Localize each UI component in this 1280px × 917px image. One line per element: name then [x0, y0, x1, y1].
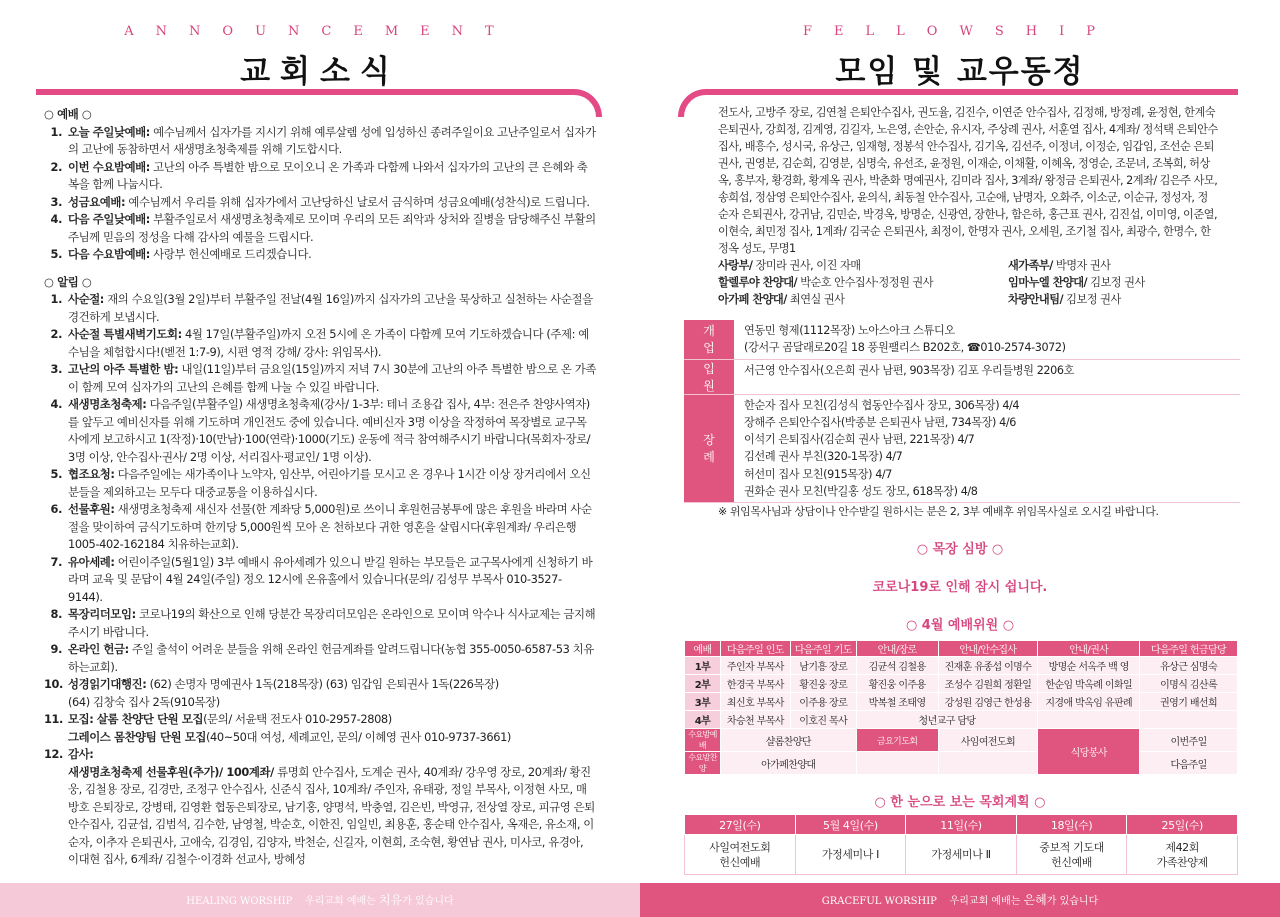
department-thanks [718, 257, 1218, 308]
department-people: 박명자 권사 [1052, 259, 1111, 272]
news-line: 권화순 권사 모친(박길홍 성도 장모, 618목장) 4/8 [744, 485, 978, 499]
schedule-header: 25일(수) [1127, 815, 1238, 835]
news-row [684, 320, 1240, 360]
footer-korean: 우리교회 예배는 [305, 896, 380, 907]
item-body: 부활주일로서 새생명초청축제로 모이며 우리의 모든 죄악과 상처와 질병을 담당해주신 부활의 주님께 믿음의 정성을 다해 감사의 예물을 드립시다. [68, 212, 596, 244]
item-number: 7. [50, 554, 62, 569]
duty-label: 수요밤예배 [685, 729, 721, 752]
duty-row [685, 693, 1238, 711]
news-label: 입원 [684, 360, 734, 394]
department-people: 김보정 권사 [1087, 276, 1145, 289]
schedule-line: 가족찬양제 [1156, 855, 1208, 869]
news-row [684, 395, 1240, 504]
schedule-line: 가정세미나 Ⅱ [931, 848, 991, 861]
footer-english: GRACEFUL WORSHIP [821, 896, 937, 907]
announcement-content [44, 104, 596, 869]
list-item [44, 746, 596, 764]
item-body: 4월 17일(부활주일)까지 오전 5시에 온 가족이 다함께 모여 기도하겠습니다 (주제: 예수님을 체험합시다!(벧전 1:7-9), 시편 영적 강해/ 강사: 위임목사). [68, 327, 589, 359]
news-line: 서근영 안수집사(오은희 권사 남편, 903목장) 김포 우리들병원 2206호 [744, 363, 1074, 377]
schedule-line: 헌신예배 [719, 855, 761, 869]
news-body [734, 395, 1240, 503]
page-footer [0, 883, 640, 917]
duty-header-row [685, 641, 1238, 657]
list-item [44, 711, 596, 729]
news-line: 연동민 형제(1112목장) 노아스아크 스튜디오 [744, 324, 955, 337]
duty-cell [1140, 711, 1238, 729]
list-item [44, 641, 596, 676]
department-name: 임마누엘 찬양대/ [1008, 276, 1088, 289]
item-text [68, 361, 596, 396]
duty-label: 금요기도회 [856, 729, 938, 752]
list-item [44, 764, 596, 869]
item-number: 1. [50, 292, 62, 306]
thanks-text: 전도사, 고방주 장로, 김연철 은퇴안수집사, 권도율, 김진수, 이연준 안수집사, 김정해, 방정례, 윤정현, 한계숙 은퇴권사, 강희정, 김계영, 김길자, 노은영, 손안순, 유시자, 주상례 권사, 서훈열 집사, 4계좌/ 정석택 은퇴안수집사, 배흥수, 성시국, 유상근, 임재형, 정봉석 안수집사, 김기옥, 김선주, 이정녀, 이정순, 임갑임, 조선순 은퇴권사, 권영분, 김순희, 김영분, 심명숙, 유선조, 윤정원, 이재순, 이채활, 이혜옥, 정영순, 조문녀, 조복희, 허상옥, 홍부자, 황경화, 황계옥 권사, 박춘화 명예권사, 김미라 집사, 3계좌/ 왕정금 은퇴권사, 2계좌/ 김은주 사모, 송희섭, 정삼영 은퇴안수집사, 윤의식, 최동철 안수집사, 고순애, 남명자, 오화주, 이소군, 이순규, 정성자, 정순자 은퇴권사, 강귀남, 김민순, 박경옥, 방명순, 신광연, 장한나, 함은하, 홍근표 권사, 김진섭, 이미영, 이준열, 이현숙, 최민정 집사, 1계좌/ 김국순 은퇴권사, 최정이, 한명자 권사, 오세원, 조기철 집사, 최광수, 한명수, 한정옥 성도, 무명1 [718, 106, 1218, 255]
item-body: 사랑부 헌신예배로 드리겠습니다. [149, 247, 312, 261]
item-lead: 새생명초청축제 선물후원(추가)/ 100계좌/ [68, 764, 274, 779]
department-people: 박순호 안수집사·정정원 권사 [797, 276, 934, 289]
duty-row [685, 729, 1238, 752]
duty-cell: 지경애 박옥임 유판례 [1038, 693, 1140, 711]
duty-cell: 한경국 부목사 [720, 675, 790, 693]
duty-row [685, 675, 1238, 693]
list-item [44, 466, 596, 501]
page-title: 모임 및 교우동정 [835, 54, 1085, 90]
news-body [734, 360, 1240, 394]
duty-cell: 남기흥 장로 [790, 657, 856, 675]
duty-cell: 주인자 부목사 [720, 657, 790, 675]
department-item [718, 274, 1008, 291]
page-kicker: ANNOUNCEMENT [124, 24, 516, 39]
list-item [44, 211, 596, 246]
list-item [44, 676, 596, 694]
duty-cell: 사임여전도회 [938, 729, 1038, 752]
schedule-row [685, 835, 1238, 875]
visit-text: 코로나19로 인해 잠시 쉽니다. [872, 580, 1048, 595]
visit-title: ○ 목장 심방 ○ [916, 542, 1004, 557]
worship-heading: ○ 예배 ○ [44, 107, 92, 121]
duty-label: 수요밤찬양 [685, 752, 721, 775]
duty-cell: 최신호 부목사 [720, 693, 790, 711]
schedule-header: 18일(수) [1016, 815, 1127, 835]
item-lead: 감사: [68, 747, 94, 761]
schedule-table [684, 814, 1238, 875]
item-number: 3. [50, 362, 62, 376]
department-name: 할렐루야 찬양대/ [718, 276, 798, 289]
list-item [44, 694, 596, 712]
news-label: 개업 [684, 320, 734, 359]
item-text [68, 159, 596, 194]
fellowship-page [640, 0, 1280, 917]
item-text [68, 764, 596, 869]
item-lead: 성금요예배: [68, 194, 126, 209]
news-line: (강서구 곰달래로20길 18 풍원팰리스 B202호, ☎010-2574-3072) [744, 341, 1066, 355]
duty-cell: 이번주일 [1140, 729, 1238, 752]
duty-cell: 1부 [685, 657, 721, 675]
schedule-cell [795, 835, 906, 875]
pastor-note: ※ 위임목사님과 상담이나 안수받길 원하시는 분은 2, 3부 예배후 위임목사실로 오시길 바랍니다. [718, 505, 1159, 518]
item-lead: 다음 수요밤예배: [68, 247, 150, 261]
department-item [718, 257, 1008, 274]
item-lead: 사순절: [68, 292, 104, 306]
item-lead: 유아세례: [68, 554, 115, 569]
duty-cell: 유상근 심명숙 [1140, 657, 1238, 675]
item-text [68, 554, 596, 607]
duty-cell: 방명순 서옥주 백 영 [1038, 657, 1140, 675]
duty-header: 다음주일 기도 [790, 641, 856, 657]
duty-cell: 박복철 조태영 [856, 693, 938, 711]
news-label: 장례 [684, 395, 734, 503]
duty-cell: 다음주일 [1140, 752, 1238, 775]
news-row [684, 360, 1240, 395]
duty-header: 다음주일 인도 [720, 641, 790, 657]
duty-cell: 이명식 김산록 [1140, 675, 1238, 693]
duty-table [684, 640, 1238, 775]
list-item [44, 554, 596, 607]
duty-cell: 황진웅 이주용 [856, 675, 938, 693]
item-body: 예수님께서 십자가를 지시기 위해 예루살렘 성에 입성하신 종려주일이요 고난주일로서 십자가의 고난에 동참하면서 새생명초청축제를 위해 기도합시다. [68, 124, 596, 156]
duty-row [685, 657, 1238, 675]
item-text [68, 729, 596, 747]
news-line: 한순자 집사 모친(김성식 협동안수집사 장모, 306목장) 4/4 [744, 398, 1020, 412]
thanks-continued [718, 104, 1218, 308]
notice-heading: ○ 알림 ○ [44, 274, 92, 289]
item-number: 4. [50, 397, 62, 411]
notice-list [44, 291, 596, 869]
item-text [68, 211, 596, 246]
item-lead: 다음 주일낮예배: [68, 212, 150, 226]
item-lead: 목장리더모임: [68, 607, 136, 621]
duty-cell: 김균석 김철용 [856, 657, 938, 675]
item-lead: 고난의 아주 특별한 밤: [68, 362, 179, 376]
news-line: 허선미 집사 모친(915목장) 4/7 [744, 467, 893, 481]
department-people: 장미라 권사, 이진 자매 [752, 259, 861, 272]
item-body: 류명희 안수집사, 도계순 권사, 40계좌/ 강우영 장로, 20계좌/ 황진웅, 김철용 장로, 김경만, 조정구 안수집사, 신준식 집사, 10계좌/ 주인자, 유태광, 정일 부목사, 이정현 사모, 매방호 은퇴장로, 강병태, 김영환 협동은퇴장로, 남기홍, 양명석, 박충열, 김은빈, 박영규, 전상열 장로, 피규영 은퇴안수집사, 김균섭, 김범석, 김수한, 남영철, 박순호, 이한진, 임일빈, 최용훈, 홍순태 안수집사, 옥재은, 유소재, 이순자, 이추자 은퇴권사, 고애숙, 김경임, 김양자, 박천순, 신길자, 이현희, 조숙현, 황연남 권사, 미사코, 유경아, 이대현 집사, 6계좌/ 김철수·이경화 선교사, 방혜성 [68, 764, 595, 866]
item-text [68, 124, 596, 159]
duty-label: 식당봉사 [1038, 729, 1140, 775]
item-number: 5. [50, 467, 62, 481]
duty-cell: 청년교구 담당 [856, 711, 1038, 729]
duty-cell: 강성원 김영근 한성용 [938, 693, 1038, 711]
department-item [1008, 257, 1218, 274]
schedule-header: 5월 4일(수) [795, 815, 906, 835]
item-text [68, 694, 596, 712]
list-item [44, 501, 596, 554]
footer-korean-end: 가 있습니다 [1046, 896, 1099, 907]
item-number: 3. [50, 194, 62, 209]
duty-row [685, 711, 1238, 729]
item-text [68, 291, 596, 326]
schedule-line: 중보적 기도대 [1039, 840, 1104, 854]
duty-cell: 이주용 장로 [790, 693, 856, 711]
duty-cell: 2부 [685, 675, 721, 693]
page-title: 교회소식 [240, 54, 400, 90]
item-text [68, 501, 596, 554]
footer-korean: 우리교회 예배는 [949, 896, 1024, 907]
item-lead: 그레이스 몸찬양팀 단원 모집 [68, 729, 206, 744]
list-item [44, 606, 596, 641]
item-body: 다음주일에는 새가족이나 노약자, 임산부, 어린아기를 모시고 온 경우나 1시간 이상 장거리에서 오신 분들을 제외하고는 모두다 대중교통을 이용하십시다. [68, 467, 591, 499]
item-lead: 사순절 특별새벽기도회: [68, 327, 182, 341]
schedule-header: 11일(수) [906, 815, 1017, 835]
item-text [68, 676, 596, 694]
item-number: 4. [50, 212, 62, 226]
schedule-header: 27일(수) [685, 815, 796, 835]
item-number: 5. [50, 247, 62, 261]
item-number: 12. [44, 747, 63, 761]
page-footer [640, 883, 1280, 917]
item-number: 2. [50, 327, 62, 341]
list-item [44, 729, 596, 747]
duty-header: 안내/안수집사 [938, 641, 1038, 657]
worship-list [44, 124, 596, 264]
member-news [684, 320, 1240, 503]
item-lead: 이번 수요밤예배: [68, 159, 150, 174]
item-text [68, 641, 596, 676]
news-body [734, 320, 1240, 359]
list-item [44, 246, 596, 264]
item-lead: 오늘 주일낮예배: [68, 124, 150, 139]
department-item [718, 291, 1008, 308]
duty-cell: 한순임 박옥례 이화일 [1038, 675, 1140, 693]
duty-header: 안내/권사 [1038, 641, 1140, 657]
item-number: 9. [50, 642, 62, 656]
duty-cell: 이호진 목사 [790, 711, 856, 729]
department-item [1008, 274, 1218, 291]
item-body: 새생명초청축제 새신자 선물(한 계좌당 5,000원)로 쓰이니 후원헌금봉투에 많은 후원을 바라며 사순절을 맞이하여 금식기도하며 한끼당 5,000원씩 모아 온 천하보다 귀한 영혼을 살립시다(후원계좌/ 우리은행 1005-402-162184 치유하는교회). [68, 502, 592, 551]
duty-row [685, 752, 1238, 775]
item-body: 다음주일(부활주일) 새생명초청축제(강사/ 1-3부: 테너 조용갑 집사, 4부: 전은주 찬양사역자)를 앞두고 예비신자를 위해 기도하며 개인전도 중에 있습니다. 예비신자 3명 이상을 작정하여 목장별로 교구목사에게 보고하시고 1(작정)·10(만남)·100(연락)·1000(기도) 운동에 적극 참여해주시기 바랍니다(목회자·장로/ 3명 이상, 안수집사·권사/ 2명 이상, 서리집사·평교인/ 1명 이상). [68, 397, 591, 464]
footer-keyword: 은혜 [1023, 893, 1047, 907]
item-number: 1. [50, 124, 62, 139]
duty-cell [856, 752, 938, 775]
department-name: 차량안내팀/ [1008, 293, 1064, 306]
department-people: 최연실 권사 [786, 293, 845, 306]
duty-cell: 황진웅 장로 [790, 675, 856, 693]
item-text [68, 326, 596, 361]
department-name: 새가족부/ [1008, 259, 1053, 272]
item-body: 내일(11일)부터 금요일(15일)까지 저녁 7시 30분에 고난의 아주 특별한 밤으로 온 가족이 함께 모여 십자가의 고난의 은혜를 함께 나눌 수 있길 바랍니다. [68, 362, 596, 394]
department-name: 사랑부/ [718, 259, 753, 272]
footer-korean-end: 가 있습니다 [402, 896, 454, 907]
item-body: 재의 수요일(3월 2일)부터 부활주일 전날(4월 16일)까지 십자가의 고난을 묵상하고 실천하는 사순절을 경건하게 보냅시다. [68, 292, 593, 324]
item-body: 코로나19의 확산으로 인해 당분간 목장리더모임은 온라인으로 모이며 악수나 식사교제는 금지해 주시기 바랍니다. [68, 607, 596, 639]
schedule-line: 사일여전도회 [709, 840, 771, 854]
item-lead: 새생명초청축제: [68, 397, 147, 411]
department-item [1008, 291, 1218, 308]
item-text [68, 606, 596, 641]
schedule-header-row [685, 815, 1238, 835]
item-text [68, 466, 596, 501]
duty-cell: 권영기 배선희 [1140, 693, 1238, 711]
list-item [44, 194, 596, 212]
list-item [44, 159, 596, 194]
item-lead: 선물후원: [68, 502, 115, 516]
item-body: 예수님께서 우리를 위해 십자가에서 고난당하신 날로서 금식하며 성금요예배(성찬식)로 드립니다. [125, 194, 590, 209]
item-number: 10. [44, 677, 63, 691]
item-number: 2. [50, 159, 62, 174]
schedule-cell [906, 835, 1017, 875]
news-line: 김선례 권사 부친(320-1목장) 4/7 [744, 450, 903, 464]
item-number: 11. [44, 712, 63, 726]
list-item [44, 326, 596, 361]
footer-keyword: 치유 [379, 893, 403, 907]
item-lead: 성경읽기대행진: [68, 677, 147, 691]
item-text [68, 246, 596, 264]
duty-cell [1038, 711, 1140, 729]
item-number: 6. [50, 502, 62, 516]
item-body: 고난의 아주 특별한 밤으로 모이오니 온 가족과 다함께 나와서 십자가의 고난의 큰 은혜와 축복을 함께 나눕시다. [68, 159, 588, 191]
page-kicker: FELLOWSHIP [803, 24, 1117, 39]
list-item [44, 124, 596, 159]
department-people: 김보정 권사 [1063, 293, 1121, 306]
item-lead: 모집: 살롬 찬양단 단원 모집 [68, 712, 204, 726]
news-line: 이석기 은퇴집사(김순희 권사 남편, 221목장) 4/7 [744, 433, 975, 447]
duty-cell: 진재훈 유종섭 이명수 [938, 657, 1038, 675]
department-name: 아가페 찬양대/ [718, 293, 787, 306]
schedule-line: 가정세미나 Ⅰ [821, 848, 879, 861]
footer-english: HEALING WORSHIP [186, 896, 293, 907]
item-text [68, 194, 596, 212]
item-number: 8. [50, 607, 62, 621]
item-body: 주일 출석이 어려운 분들을 위해 온라인 헌금계좌를 알려드립니다(농협 355-0050-6587-53 치유하는교회). [68, 642, 594, 674]
item-body: (문의/ 서윤택 전도사 010-2957-2808) [203, 712, 392, 726]
item-body: (64) 김창숙 집사 2독(910목장) [68, 694, 220, 709]
duty-header: 안내/장로 [856, 641, 938, 657]
schedule-cell [1127, 835, 1238, 875]
duty-title: ○ 4월 예배위원 ○ [905, 618, 1015, 633]
list-item [44, 291, 596, 326]
item-text [68, 396, 596, 466]
duty-header: 예배 [685, 641, 721, 657]
duty-header: 다음주일 헌금담당 [1140, 641, 1238, 657]
schedule-cell [685, 835, 796, 875]
news-line: 장해주 은퇴안수집사(박종분 은퇴권사 남편, 734목장) 4/6 [744, 415, 1016, 429]
item-lead: 협조요청: [68, 467, 115, 481]
item-body: (62) 손명자 명예권사 1독(218목장) (63) 임갑임 은퇴권사 1독(226목장) [146, 677, 499, 691]
list-item [44, 361, 596, 396]
schedule-line: 헌신예배 [1051, 855, 1093, 869]
item-body: (40~50대 여성, 세례교인, 문의/ 이혜영 권사 010-9737-3661) [205, 729, 511, 744]
duty-cell: 조성수 김원희 정환일 [938, 675, 1038, 693]
duty-cell: 아가페찬양대 [720, 752, 856, 775]
item-lead: 온라인 헌금: [68, 642, 129, 656]
item-body: 어린이주일(5월1일) 3부 예배시 유아세례가 있으니 받길 원하는 부모들은 교구목사에게 신청하기 바라며 교육 및 문답이 4월 24일(주일) 정오 12시에 온유홀에서 있습니다(문의/ 김성무 부목사 010-3527-9144). [68, 554, 593, 604]
duty-cell [938, 752, 1038, 775]
list-item [44, 396, 596, 466]
item-text [68, 746, 596, 764]
duty-cell: 샬롬찬양단 [720, 729, 856, 752]
item-text [68, 711, 596, 729]
duty-cell: 4부 [685, 711, 721, 729]
duty-cell: 차승천 부목사 [720, 711, 790, 729]
schedule-line: 제42회 [1165, 840, 1200, 854]
duty-cell: 3부 [685, 693, 721, 711]
schedule-title: ○ 한 눈으로 보는 목회계획 ○ [874, 795, 1046, 810]
schedule-cell [1016, 835, 1127, 875]
